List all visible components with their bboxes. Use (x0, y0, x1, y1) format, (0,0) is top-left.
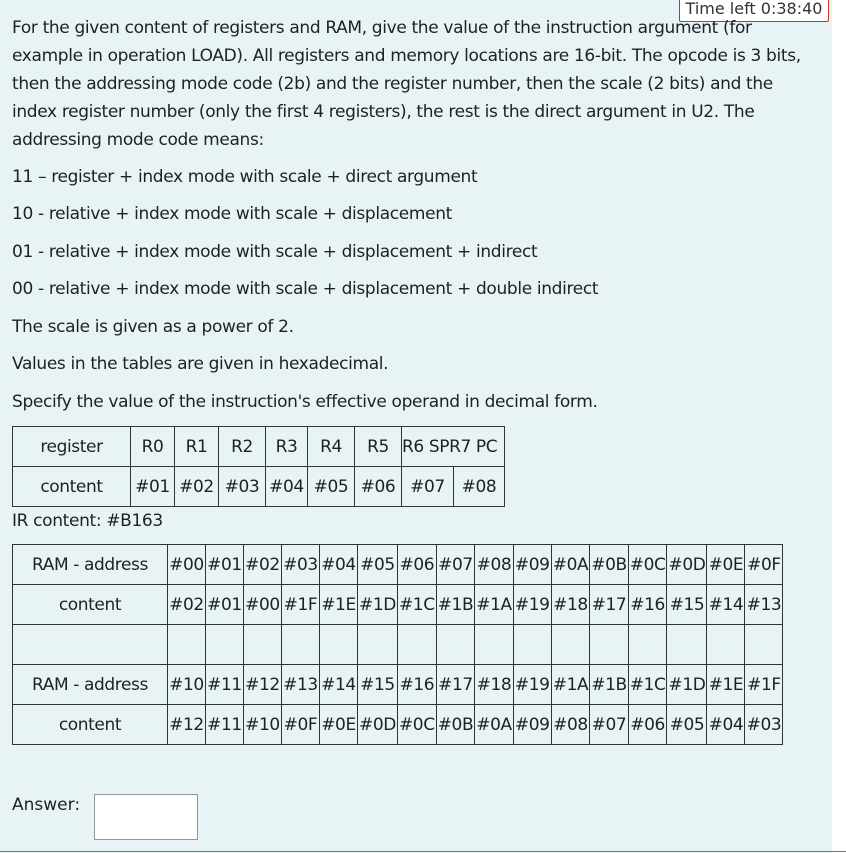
ram-address: #1B (590, 665, 629, 705)
ram-address-label: RAM - address (13, 665, 168, 705)
answer-input[interactable] (94, 794, 198, 840)
ram-content: #18 (551, 585, 590, 625)
ram-address: #11 (206, 665, 244, 705)
mode-11: 11 – register + index mode with scale + direct argument (12, 167, 478, 187)
ram-address: #14 (320, 665, 358, 705)
ram-table (12, 544, 783, 745)
register-name: R3 (266, 427, 308, 467)
register-value: #02 (175, 467, 219, 507)
register-content-label: content (13, 467, 131, 507)
ram-content-label: content (13, 705, 168, 745)
ram-address: #0A (551, 545, 590, 585)
ram-content: #12 (168, 705, 206, 745)
ram-address: #19 (513, 665, 551, 705)
ram-content: #1A (475, 585, 514, 625)
ram-address: #09 (513, 545, 551, 585)
ram-content: #01 (206, 585, 244, 625)
ram-address: #18 (475, 665, 514, 705)
ram-address: #06 (397, 545, 436, 585)
ram-address-row-1 (13, 545, 783, 585)
ram-address: #01 (206, 545, 244, 585)
ram-content: #1E (320, 585, 358, 625)
register-value: #04 (266, 467, 308, 507)
ir-content: IR content: #B163 (12, 511, 163, 531)
ram-content: #13 (745, 585, 783, 625)
register-table (12, 426, 505, 507)
register-name-pair (402, 427, 505, 467)
ram-content: #1C (397, 585, 436, 625)
ram-content: #04 (707, 705, 745, 745)
ram-content: #0D (358, 705, 398, 745)
mode-00: 00 - relative + index mode with scale + displacement + double indirect (12, 279, 599, 299)
ram-content: #02 (168, 585, 206, 625)
ram-content: #06 (628, 705, 667, 745)
ram-address: #10 (168, 665, 206, 705)
mode-10: 10 - relative + index mode with scale + displacement (12, 204, 452, 224)
ram-content: #05 (667, 705, 707, 745)
ram-content: #14 (707, 585, 745, 625)
ram-content: #1F (282, 585, 320, 625)
ram-content: #0E (320, 705, 358, 745)
ram-address: #1F (745, 665, 783, 705)
instruction-text: Specify the value of the instruction's effective operand in decimal form. (12, 392, 598, 412)
register-name: R5 (355, 427, 402, 467)
ram-address: #07 (436, 545, 475, 585)
ram-address: #15 (358, 665, 398, 705)
ram-content-row-2 (13, 705, 783, 745)
register-value: #05 (308, 467, 355, 507)
ram-address: #12 (244, 665, 282, 705)
register-value: #07 (402, 467, 454, 507)
ram-content: #17 (590, 585, 629, 625)
register-value: #06 (355, 467, 402, 507)
ram-address: #0C (628, 545, 667, 585)
ram-content: #10 (244, 705, 282, 745)
ram-address: #0E (707, 545, 745, 585)
ram-address: #04 (320, 545, 358, 585)
register-name: R4 (308, 427, 355, 467)
ram-content: #03 (745, 705, 783, 745)
register-name: R7 PC (449, 436, 498, 457)
ram-address: #16 (397, 665, 436, 705)
time-left-badge: Time left 0:38:40 (679, 0, 829, 22)
question-intro: For the given content of registers and RAM, give the value of the instruction argument (for example in operation LOAD). All registers and memory locations are 16-bit. The opcode is 3 bits, then the addressing mode code (2b) and the register number, then the scale (2 bits) and the index register number (only the first 4 registers), the rest is the direct argument in U2. The addressing mode code means: (12, 18, 801, 150)
ram-content: #0F (282, 705, 320, 745)
register-name: R2 (219, 427, 266, 467)
register-value: #01 (131, 467, 175, 507)
mode-01: 01 - relative + index mode with scale + displacement + indirect (12, 242, 538, 262)
ram-spacer-row (13, 625, 783, 665)
ram-address: #1E (707, 665, 745, 705)
register-content-row (13, 467, 505, 507)
ram-content: #09 (513, 705, 551, 745)
scale-note: The scale is given as a power of 2. (12, 317, 294, 337)
ram-content: #0A (475, 705, 514, 745)
register-value: #08 (454, 467, 505, 507)
hex-note: Values in the tables are given in hexadecimal. (12, 354, 389, 374)
ram-address: #13 (282, 665, 320, 705)
ram-address: #00 (168, 545, 206, 585)
register-header-label: register (13, 427, 131, 467)
ram-address-label: RAM - address (13, 545, 168, 585)
ram-content: #1B (436, 585, 475, 625)
ram-address: #1A (551, 665, 590, 705)
register-header-row (13, 427, 505, 467)
ram-address: #1D (667, 665, 707, 705)
bottom-divider (0, 851, 846, 852)
ram-content: #11 (206, 705, 244, 745)
ram-content: #00 (244, 585, 282, 625)
ram-address: #0F (745, 545, 783, 585)
ram-content: #07 (590, 705, 629, 745)
register-name: R0 (131, 427, 175, 467)
ram-address-row-2 (13, 665, 783, 705)
ram-address: #0B (590, 545, 629, 585)
register-name: R6 SP (402, 436, 450, 457)
register-name: R1 (175, 427, 219, 467)
ram-content: #0C (397, 705, 436, 745)
ram-address: #05 (358, 545, 398, 585)
ram-address: #02 (244, 545, 282, 585)
ram-address: #0D (667, 545, 707, 585)
ram-address: #1C (628, 665, 667, 705)
ram-address: #17 (436, 665, 475, 705)
register-value: #03 (219, 467, 266, 507)
ram-content-label: content (13, 585, 168, 625)
ram-content: #19 (513, 585, 551, 625)
ram-address: #03 (282, 545, 320, 585)
ram-content: #0B (436, 705, 475, 745)
ram-content-row-1 (13, 585, 783, 625)
ram-content: #15 (667, 585, 707, 625)
ram-address: #08 (475, 545, 514, 585)
ram-content: #08 (551, 705, 590, 745)
answer-label: Answer: (12, 795, 81, 815)
ram-content: #16 (628, 585, 667, 625)
ram-content: #1D (358, 585, 398, 625)
